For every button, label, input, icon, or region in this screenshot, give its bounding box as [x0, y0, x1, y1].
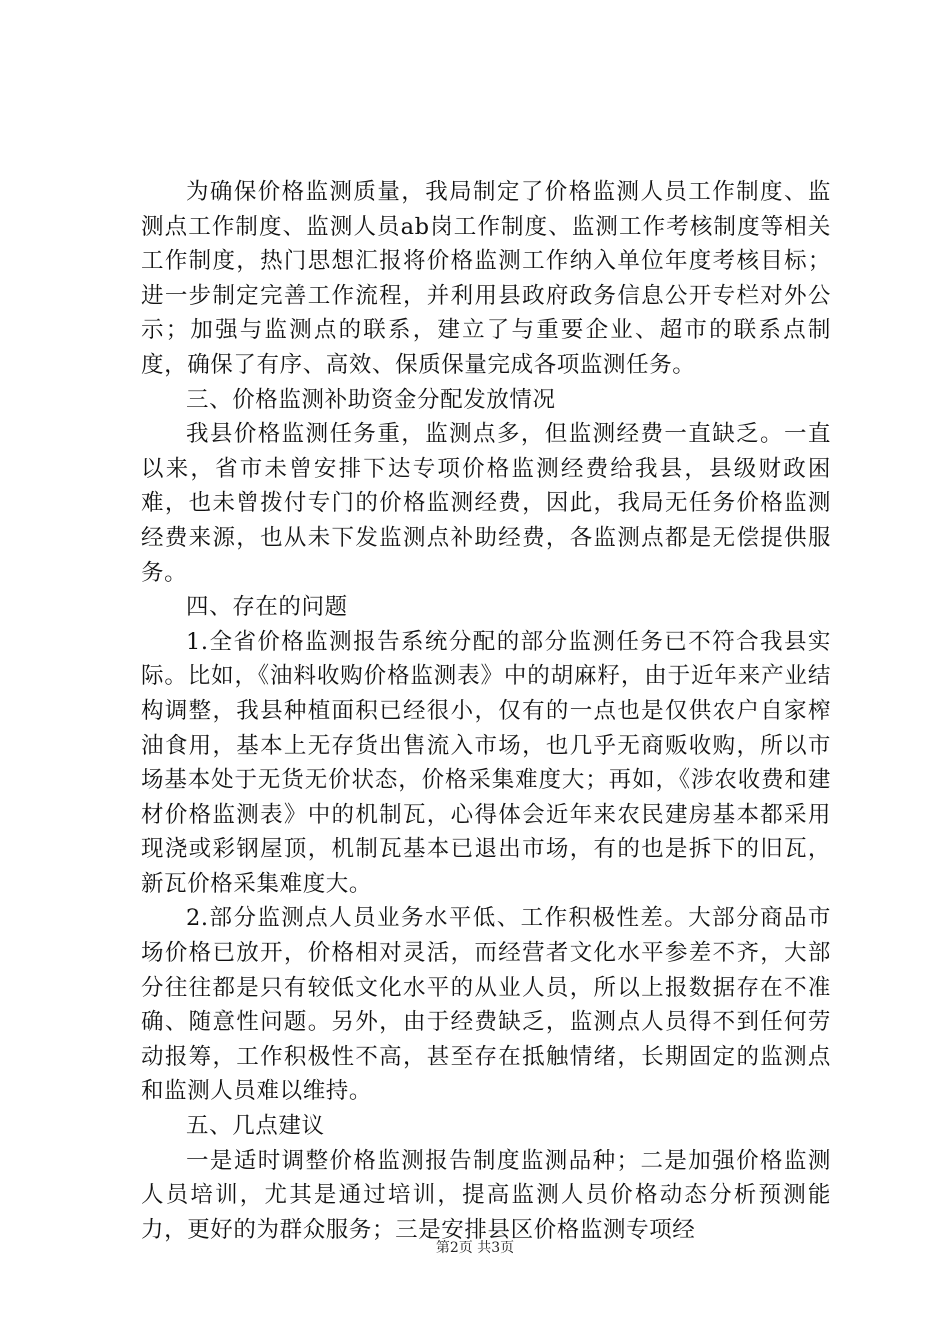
heading-suggestions: 五、几点建议: [186, 1113, 325, 1140]
heading-subsidy-allocation: 三、价格监测补助资金分配发放情况: [186, 386, 556, 413]
paragraph-suggestions: 一是适时调整价格监测报告制度监测品种；二是加强价格监测人员培训，尤其是通过培训，提高监测人员价格动态分析预测能力，更好的为群众服务；三是安排县区价格监测专项经: [141, 1147, 831, 1243]
page-number-footer: 第2页 共3页: [435, 1240, 515, 1256]
paragraph-funding-shortage: 我县价格监测任务重，监测点多，但监测经费一直缺乏。一直以来，省市未曾安排下达专项价格监测经费给我县，县级财政困难，也未曾拨付专门的价格监测经费，因此，我局无任务价格监测经费来源，也从未下发监测点补助经费，各监测点都是无偿提供服务。: [141, 421, 831, 586]
paragraph-problem-2: 2.部分监测点人员业务水平低、工作积极性差。大部分商品市场价格已放开，价格相对灵活，而经营者文化水平参差不齐，大部分往往都是只有较低文化水平的从业人员，所以上报数据存在不准确、随意性问题。另外，由于经费缺乏，监测点人员得不到任何劳动报筹，工作积极性不高，甚至存在抵触情绪，长期固定的监测点和监测人员难以维持。: [141, 905, 831, 1105]
heading-existing-problems: 四、存在的问题: [186, 594, 348, 621]
document-body: [141, 175, 831, 1247]
paragraph-work-system: 为确保价格监测质量，我局制定了价格监测人员工作制度、监测点工作制度、监测人员ab岗工作制度、监测工作考核制度等相关工作制度，热门思想汇报将价格监测工作纳入单位年度考核目标；进一步制定完善工作流程，并利用县政府政务信息公开专栏对外公示；加强与监测点的联系，建立了与重要企业、超市的联系点制度，确保了有序、高效、保质保量完成各项监测任务。: [141, 179, 831, 378]
paragraph-problem-1: 1.全省价格监测报告系统分配的部分监测任务已不符合我县实际。比如，《油料收购价格监测表》中的胡麻籽，由于近年来产业结构调整，我县种植面积已经很小，仅有的一点也是仅供农户自家榨油食用，基本上无存货出售流入市场，也几乎无商贩收购，所以市场基本处于无货无价状态，价格采集难度大；再如，《涉农收费和建材价格监测表》中的机制瓦，心得体会近年来农民建房基本都采用现浇或彩钢屋顶，机制瓦基本已退出市场，有的也是拆下的旧瓦，新瓦价格采集难度大。: [141, 628, 831, 897]
